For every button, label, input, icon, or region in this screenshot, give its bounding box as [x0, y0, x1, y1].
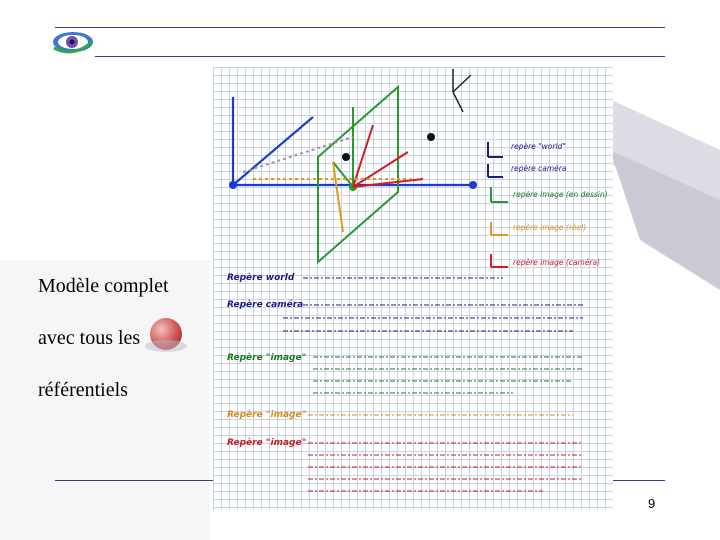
section-header-world: Repère world — [227, 273, 295, 283]
title-line: référentiels — [38, 379, 128, 401]
object-point — [427, 133, 435, 141]
section-header-image-red: Repère "image" — [227, 438, 307, 448]
slide-title — [38, 247, 218, 429]
axis-end — [469, 181, 477, 189]
title-line: avec tous les — [38, 327, 141, 349]
handwritten-notes-image — [213, 67, 613, 510]
section-header-image-orange: Repère "image" — [227, 410, 307, 420]
legend-label-camera: repère caméra — [511, 164, 567, 173]
projection-point — [342, 153, 350, 161]
section-header-camera: Repère caméra — [227, 300, 304, 310]
top-rule — [55, 27, 665, 28]
title-line: Modèle complet — [38, 275, 169, 297]
world-origin — [229, 181, 237, 189]
notes-drawing — [213, 67, 613, 510]
legend-label-image-camera: repère image (caméra) — [513, 258, 601, 267]
legend-label-world: repère "world" — [511, 142, 566, 151]
legend-label-image-real: repère image (réel) — [513, 223, 587, 232]
image-axes-red — [353, 125, 423, 187]
page-number: 9 — [648, 496, 656, 511]
legend-label-image-drawing: repère image (en dessin) — [513, 190, 608, 199]
legend-frames — [488, 142, 508, 267]
handwriting-scribbles — [283, 278, 583, 491]
section-header-image-green: Repère "image" — [227, 353, 307, 363]
camera-frame-axes — [453, 69, 471, 112]
eye-logo-icon — [50, 28, 96, 56]
top-rule-2 — [95, 56, 665, 57]
